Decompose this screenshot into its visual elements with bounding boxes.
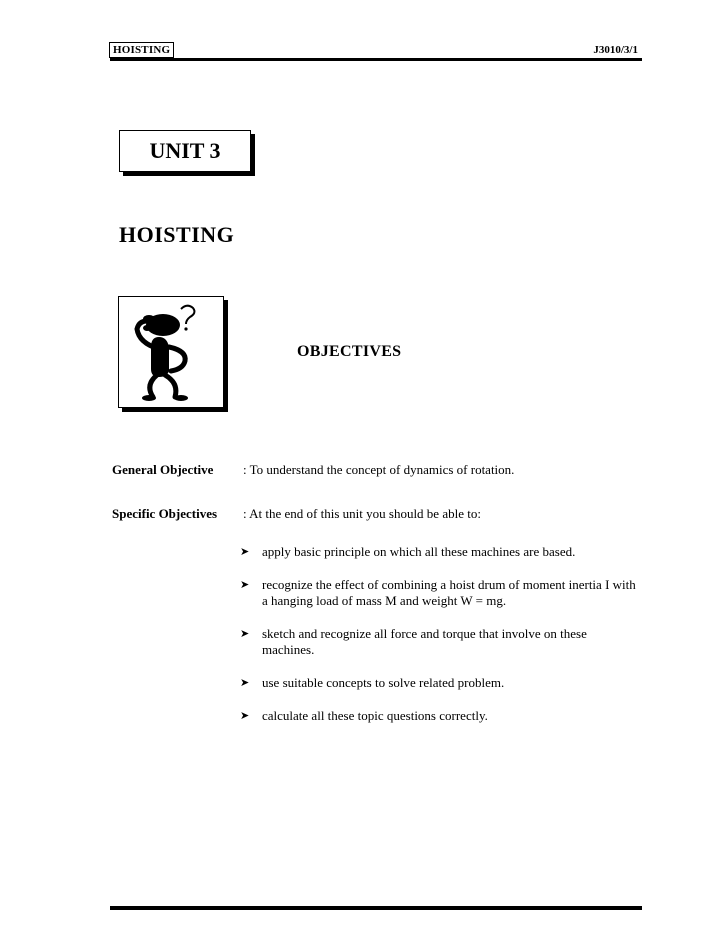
unit-label: UNIT 3 (149, 138, 221, 163)
specific-objectives-text: : At the end of this unit you should be able to: (243, 506, 481, 521)
thinking-figure-box (118, 296, 224, 408)
arrow-bullet-icon: ➤ (240, 579, 250, 591)
list-item: ➤ calculate all these topic questions correctly. (240, 708, 488, 723)
page-title: HOISTING (119, 222, 235, 247)
arrow-bullet-icon: ➤ (240, 710, 250, 722)
thinking-figure-icon (119, 297, 223, 407)
list-item: ➤ apply basic principle on which all these machines are based. (240, 544, 576, 559)
general-objective-label: General Objective (112, 462, 214, 477)
specific-objectives-label: Specific Objectives (112, 506, 218, 521)
arrow-bullet-icon: ➤ (240, 628, 250, 640)
arrow-bullet-icon: ➤ (240, 546, 250, 558)
general-objective-text: : To understand the concept of dynamics of rotation. (243, 462, 515, 477)
footer-rule (110, 906, 642, 910)
header-section-tag: HOISTING (109, 42, 174, 58)
arrow-bullet-icon: ➤ (240, 677, 250, 689)
header-rule (110, 58, 642, 61)
page-code: J3010/3/1 (593, 44, 638, 56)
objectives-heading: OBJECTIVES (297, 343, 402, 360)
unit-label-box (119, 130, 251, 172)
objectives-list (238, 544, 638, 741)
list-item: ➤ use suitable concepts to solve related problem. (240, 675, 505, 690)
list-item: ➤ sketch and recognize all force and torque that involve on these machines. (240, 626, 587, 657)
list-item: ➤ recognize the effect of combining a hoist drum of moment inertia I with a hanging load of mass M and weight W = mg. (240, 577, 636, 608)
